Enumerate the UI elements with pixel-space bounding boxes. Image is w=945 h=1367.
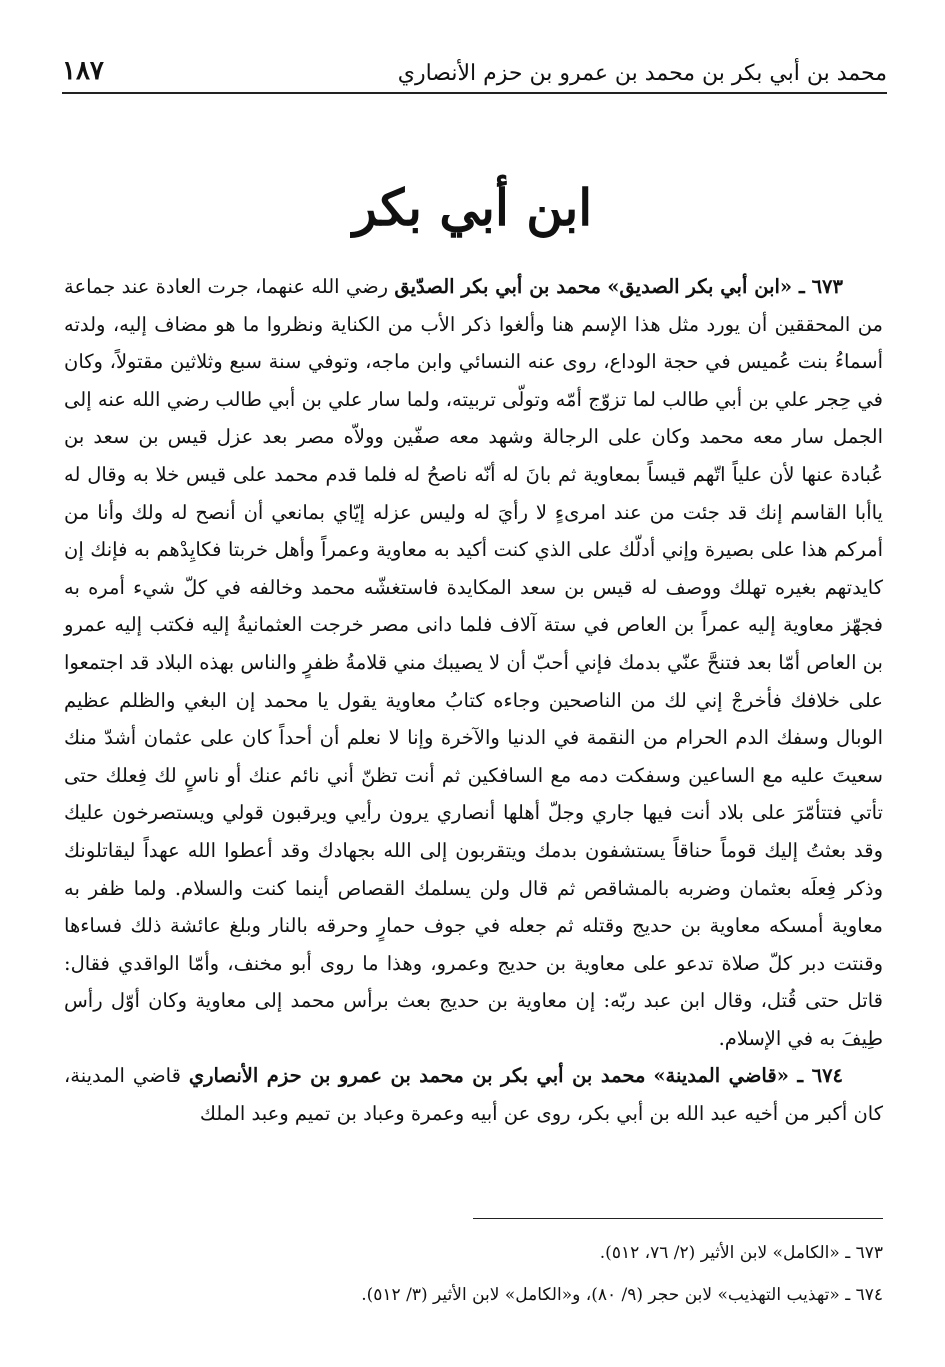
footnote-673: ٦٧٣ ـ «الكامل» لابن الأثير (٢/ ٧٦، ٥١٢).	[599, 1243, 883, 1263]
footnotes	[64, 1232, 883, 1316]
entry-name: محمد بن أبي بكر الصدّيق	[394, 275, 601, 298]
chapter-title: ابن أبي بكر	[352, 178, 593, 237]
entry-name: محمد بن أبي بكر بن محمد بن عمرو بن حزم الأنصاري	[188, 1064, 646, 1088]
body-text	[64, 268, 883, 1133]
entry-text: رضي الله عنهما، جرت العادة عند جماعة من المحققين أن يورد مثل هذا الإسم هنا وألغوا ذكر الأب من الكناية ونظروا ما هو مضاف إليه، ولدته أسماءُ بنت عُميس في حجة الوداع، روى عنه النسائي وابن ماجه، وتوفي سنة سبع وثلاثين مقتولاً، وكان في حِجر علي بن أبي طالب لما تزوّج أمّه وتولّى تربيته، ولما سار علي بن أبي طالب رضي الله عنه إلى الجمل سار معه محمد وكان على الرجالة وشهد معه صفّين وولاّه مصر بعد عزل قيس بن سعد بن عُبادة عنها لأن علياً اتّهم قيساً بمعاوية ثم بانَ له أنّه ناصحُ له فلما قدم محمد على قيس خلا به وقال له ياأبا القاسم إنك قد جئت من عند امرىءٍ لا رأيَ له وليس عزله إيّاي بمانعي أن أنصح له ولك وأنا من أمركم هذا على بصيرة وإني أدلّك على الذي كنت أكيد به معاوية وعمراً وأهل خربتا فكايِدْهم به فإنك إن كايدتهم بغيره تهلك ووصف له قيس بن سعد المكايدة فاستغشّه محمد وخالفه في كلّ شيء أمره به فجهّز معاوية إليه عمراً بن العاص في ستة آلاف فلما دانى مصر خرجت العثمانيةُ إليه فكتب إليه عمرو بن العاص أمّا بعد فتنحَّ عنّي بدمك فإني أحبّ أن لا يصيبك مني قلامةُ ظفرٍ والناس بهذه البلاد قد اجتمعوا على خلافك فأخرجْ إني لك من الناصحين وجاءه كتابُ معاوية يقول يا محمد إن البغي والظلم عظيم الوبال وسفك الدم الحرام من النقمة في الدنيا والآخرة وإنا لا نعلم أن أحداً كان على عثمان أشدّ منك سعيتَ عليه مع الساعين وسفكت دمه مع السافكين ثم أنت تظنّ أني نائم عنك أو ناسٍ لك فِعلك حتى تأتي فتتأمّرَ على بلاد أنت فيها جاري وجلّ أهلها أنصاري يرون رأيي ويرقبون قولي ويستصرخون عليك وقد بعثتُ إليك قوماً حناقاً يستشفون بدمك ويتقربون إلى الله بجهادك وقد أعطوا الله عهداً ليقاتلونك وذكر فِعلَه بعثمان وضربه بالمشاقص ثم قال ولن يسلمك القصاص أينما كنت والسلام. ولما ظفر به معاوية أمسكه معاوية بن حديج وقتله ثم جعله في جوف حمارٍ وحرقه بالنار وبلغ عائشة ذلك فساءها وقنتت دبر كلّ صلاة تدعو على معاوية بن حديج وعمرو، وهذا ما روى أبو مخنف، وأمّا الواقدي فقال: قاتل حتى قُتل، وقال ابن عبد ربّه: إن معاوية بن حديج بعث برأس محمد إلى معاوية وكان أوّل رأس طِيفَ به في الإسلام.	[64, 275, 883, 1050]
entry-number: ٦٧٤	[811, 1064, 844, 1088]
page-number: ١٨٧	[62, 56, 104, 86]
footnote-674: ٦٧٤ ـ «تهذيب التهذيب» لابن حجر (٩/ ٨٠)، و«الكامل» لابن الأثير (٣/ ٥١٢).	[361, 1285, 883, 1305]
entry-text: قاضي المدينة، كان أكبر من أخيه عبد الله بن أبي بكر، روى عن أبيه وعمرة وعباد بن تميم وعبد الملك	[64, 1064, 883, 1126]
entry-number: ٦٧٣	[811, 275, 843, 298]
running-title: محمد بن أبي بكر بن محمد بن عمرو بن حزم الأنصاري	[397, 61, 887, 86]
entry-laqab: «ابن أبي بكر الصديق»	[607, 275, 793, 298]
entry-673: ٦٧٣ ـ «ابن أبي بكر الصديق» محمد بن أبي بكر الصدّيق رضي الله عنهما، جرت العادة عند جماعة من المحققين أن يورد مثل هذا الإسم هنا وألغوا ذكر الأب من الكناية ونظروا ما هو مضاف إليه، ولدته أسماءُ بنت عُميس في حجة الوداع، روى عنه النسائي وابن ماجه، وتوفي سنة سبع وثلاثين مقتولاً، وكان في حِجر علي بن أبي طالب لما تزوّج أمّه وتولّى تربيته، ولما سار علي بن أبي طالب رضي الله عنه إلى الجمل سار معه محمد وكان على الرجالة وشهد معه صفّين وولاّه مصر بعد عزل قيس بن سعد بن عُبادة عنها لأن علياً اتّهم قيساً بمعاوية ثم بانَ له أنّه ناصحُ له فلما قدم محمد على قيس خلا به وقال له ياأبا القاسم إنك قد جئت من عند امرىءٍ لا رأيَ له وليس عزله إيّاي بمانعي أن أنصح له ولك وأنا من أمركم هذا على بصيرة وإني أدلّك على الذي كنت أكيد به معاوية وعمراً وأهل خربتا فكايِدْهم به فإنك إن كايدتهم بغيره تهلك ووصف له قيس بن سعد المكايدة فاستغشّه محمد وخالفه في كلّ شيء أمره به فجهّز معاوية إليه عمراً بن العاص في ستة آلاف فلما دانى مصر خرجت العثمانيةُ إليه فكتب إليه عمرو بن العاص أمّا بعد فتنحَّ عنّي بدمك فإني أحبّ أن لا يصيبك مني قلامةُ ظفرٍ والناس بهذه البلاد قد اجتمعوا على خلافك فأخرجْ إني لك من الناصحين وجاءه كتابُ معاوية يقول يا محمد إن البغي والظلم عظيم الوبال وسفك الدم الحرام من النقمة في الدنيا والآخرة وإنا لا نعلم أن أحداً كان على عثمان أشدّ منك سعيتَ عليه مع الساعين وسفكت دمه مع السافكين ثم أنت تظنّ أني نائم عنك أو ناسٍ لك فِعلك حتى تأتي فتتأمّرَ على بلاد أنت فيها جاري وجلّ أهلها أنصاري يرون رأيي ويرقبون قولي ويستصرخون عليك وقد بعثتُ إليك قوماً حناقاً يستشفون بدمك ويتقربون إلى الله بجهادك وقد أعطوا الله عهداً ليقاتلونك وذكر فِعلَه بعثمان وضربه بالمشاقص ثم قال ولن يسلمك القصاص أينما كنت والسلام. ولما ظفر به معاوية أمسكه معاوية بن حديج وقتله ثم جعله في جوف حمارٍ وحرقه بالنار وبلغ عائشة ذلك فساءها وقنتت دبر كلّ صلاة تدعو على معاوية بن حديج وعمرو، وهذا ما روى أبو مخنف، وأمّا الواقدي فقال: قاتل حتى قُتل، وقال ابن عبد ربّه: إن معاوية بن حديج بعث برأس محمد إلى معاوية وكان أوّل رأس طِيفَ به في الإسلام.	[64, 275, 883, 1050]
running-header	[62, 50, 887, 94]
entry-laqab: «قاضي المدينة»	[653, 1064, 789, 1088]
footnote-divider	[473, 1218, 883, 1219]
entry-674: ٦٧٤ ـ «قاضي المدينة» محمد بن أبي بكر بن محمد بن عمرو بن حزم الأنصاري قاضي المدينة، كان أكبر من أخيه عبد الله بن أبي بكر، روى عن أبيه وعمرة وعباد بن تميم وعبد الملك	[64, 1064, 883, 1126]
